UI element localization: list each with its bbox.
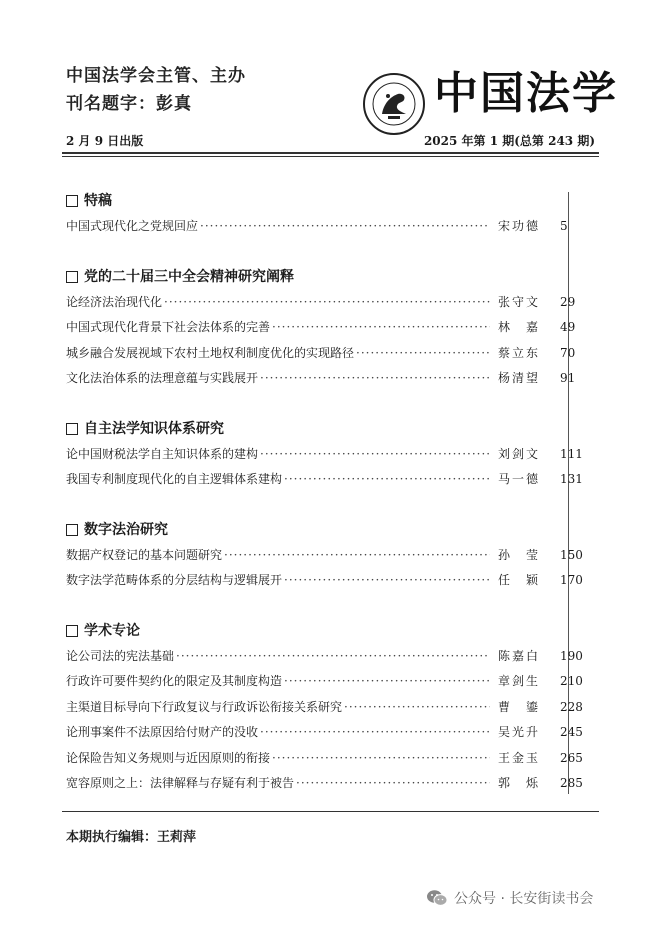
section-title: 数字法治研究: [84, 521, 168, 538]
leader-dots: [200, 214, 490, 240]
footer-rule: [62, 811, 599, 812]
article-author: 马一德: [498, 472, 541, 486]
article-author: 章剑生: [498, 674, 541, 688]
wechat-icon: [426, 889, 448, 907]
article-author: 曹 鎏: [498, 699, 541, 714]
table-of-contents: [66, 188, 600, 797]
leader-dots: [272, 746, 490, 772]
inscriber-line: 刊名题字：彭真: [66, 94, 192, 114]
section-heading: [66, 188, 600, 214]
article-author: 林 嘉: [498, 320, 541, 334]
article-page: 70: [560, 345, 576, 360]
article-page: 29: [560, 294, 576, 309]
toc-entry[interactable]: [66, 442, 600, 468]
article-title: 论刑事案件不法原因给付财产的没收: [66, 725, 259, 739]
toc-entry[interactable]: [66, 214, 600, 240]
toc-section: [66, 264, 600, 392]
article-page: 150: [560, 547, 583, 562]
checkbox-square-icon: [66, 271, 78, 283]
toc-entry[interactable]: [66, 315, 600, 341]
toc-section: [66, 517, 600, 594]
article-page: 190: [560, 648, 583, 663]
article-author: 杨清望: [498, 371, 541, 385]
leader-dots: [260, 442, 490, 468]
section-heading: [66, 517, 600, 543]
article-title: 论公司法的宪法基础: [66, 648, 175, 663]
wechat-watermark: [426, 888, 593, 908]
article-page: 131: [560, 472, 583, 486]
header-left: [66, 62, 246, 118]
article-page: 265: [560, 750, 583, 765]
leader-dots: [260, 720, 490, 746]
leader-dots: [296, 771, 490, 797]
leader-dots: [260, 366, 490, 392]
section-title: 特稿: [84, 193, 112, 209]
article-page: 91: [560, 371, 576, 385]
toc-entry[interactable]: [66, 746, 600, 772]
article-author: 张守文: [498, 294, 541, 309]
article-author: 刘剑文: [498, 446, 541, 461]
article-title: 论保险告知义务规则与近因原则的衔接: [66, 750, 271, 765]
article-title: 行政许可要件契约化的限定及其制度构造: [66, 674, 283, 688]
toc-section: [66, 188, 600, 240]
article-author: 蔡立东: [498, 345, 541, 360]
watermark-text: 公众号 · 长安街读书会: [454, 891, 594, 907]
article-page: 245: [560, 725, 583, 739]
header-rule-thin: [62, 156, 599, 157]
toc-section: [66, 416, 600, 493]
toc-entry[interactable]: [66, 543, 600, 569]
leader-dots: [356, 341, 490, 367]
checkbox-square-icon: [66, 195, 78, 207]
toc-entry[interactable]: [66, 644, 600, 670]
article-title: 主渠道目标导向下行政复议与行政诉讼衔接关系研究: [66, 699, 343, 714]
leader-dots: [176, 644, 490, 670]
leader-dots: [272, 315, 490, 341]
article-author: 任 颖: [498, 573, 541, 587]
article-author: 王金玉: [498, 750, 541, 765]
checkbox-square-icon: [66, 625, 78, 637]
toc-entry[interactable]: [66, 290, 600, 316]
journal-seal-emblem-icon: [362, 72, 426, 136]
article-title: 中国式现代化背景下社会法体系的完善: [66, 320, 271, 334]
checkbox-square-icon: [66, 423, 78, 435]
article-title: 论中国财税法学自主知识体系的建构: [66, 446, 259, 461]
toc-entry[interactable]: [66, 341, 600, 367]
article-title: 中国式现代化之党规回应: [66, 219, 199, 233]
section-title: 学术专论: [84, 622, 140, 639]
toc-entry[interactable]: [66, 771, 600, 797]
article-page: 49: [560, 320, 576, 334]
section-heading: [66, 264, 600, 290]
article-page: 170: [560, 573, 583, 587]
article-author: 陈嘉白: [498, 648, 541, 663]
header-rule: [62, 152, 599, 154]
executive-editor: 本期执行编辑：王莉萍: [66, 830, 197, 845]
article-author: 宋功德: [498, 219, 541, 233]
issue-number: 2025 年第 1 期(总第 243 期): [423, 134, 595, 148]
checkbox-square-icon: [66, 524, 78, 536]
toc-entry[interactable]: [66, 366, 600, 392]
section-title: 党的二十届三中全会精神研究阐释: [84, 268, 294, 285]
article-author: 孙 莹: [498, 547, 541, 562]
toc-entry[interactable]: [66, 695, 600, 721]
toc-entry[interactable]: [66, 568, 600, 594]
toc-entry[interactable]: [66, 669, 600, 695]
section-title: 自主法学知识体系研究: [84, 420, 224, 437]
leader-dots: [224, 543, 490, 569]
article-title: 我国专利制度现代化的自主逻辑体系建构: [66, 472, 283, 486]
article-page: 285: [560, 776, 583, 790]
publication-date: 2 月 9 日出版: [66, 134, 144, 148]
toc-entry[interactable]: [66, 720, 600, 746]
article-page: 210: [560, 674, 583, 688]
toc-entry[interactable]: [66, 467, 600, 493]
sponsor-line: 中国法学会主管、主办: [66, 66, 246, 86]
leader-dots: [284, 669, 490, 695]
leader-dots: [344, 695, 490, 721]
leader-dots: [284, 568, 490, 594]
article-title: 城乡融合发展视域下农村土地权利制度优化的实现路径: [66, 345, 355, 360]
article-title: 数字法学范畴体系的分层结构与逻辑展开: [66, 573, 283, 587]
journal-title: 中国法学: [434, 68, 618, 119]
toc-section: [66, 618, 600, 797]
article-title: 宽容原则之上：法律解释与存疑有利于被告: [66, 776, 295, 790]
section-heading: [66, 618, 600, 644]
section-heading: [66, 416, 600, 442]
article-title: 论经济法治现代化: [66, 294, 163, 309]
article-page: 111: [560, 446, 583, 461]
article-author: 吴光升: [498, 725, 541, 739]
article-page: 5: [560, 219, 568, 233]
leader-dots: [164, 290, 490, 316]
article-author: 郭 烁: [498, 776, 541, 790]
article-page: 228: [560, 699, 583, 714]
leader-dots: [284, 467, 490, 493]
article-title: 数据产权登记的基本问题研究: [66, 547, 223, 562]
article-title: 文化法治体系的法理意蕴与实践展开: [66, 371, 259, 385]
